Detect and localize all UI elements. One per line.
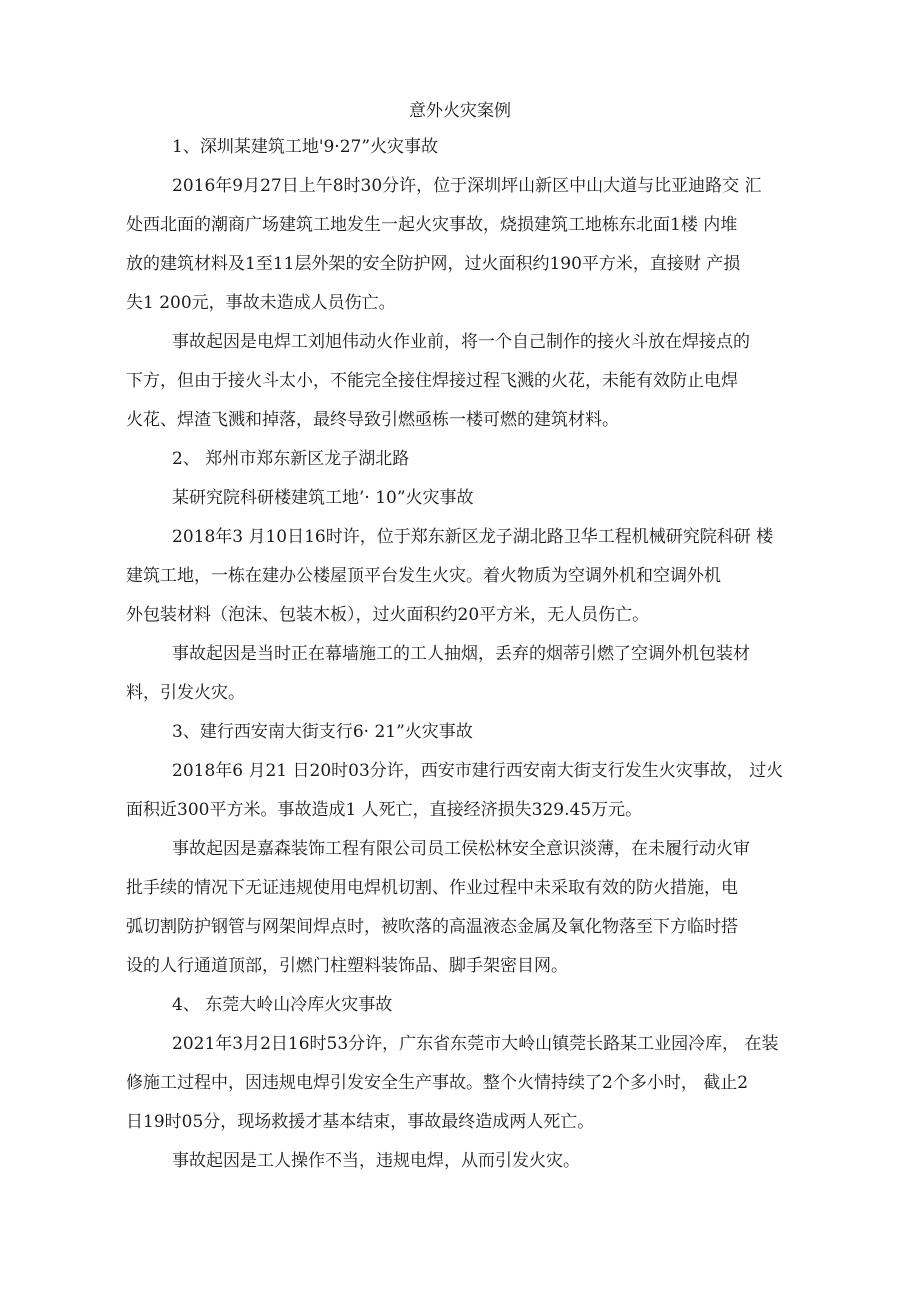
case-2-heading-line-1: 2、 郑州市郑东新区龙子湖北路 [172,449,410,469]
case-1-text-line-1: 2016年9月27日上午8时30分许，位于深圳坪山新区中山大道与比亚迪路交 汇 [172,176,762,196]
case-4-heading: 4、 东莞大岭山冷库火灾事故 [172,995,393,1015]
case-1-cause-line-3: 火花、焊渣飞溅和掉落，最终导致引燃亟栋一楼可燃的建筑材料。 [126,410,619,430]
case-4-text-line-1: 2021年3月2日16时53分许，广东省东莞市大岭山镇莞长路某工业园冷库， 在装 [172,1034,779,1054]
document-title: 意外火灾案例 [409,101,511,121]
case-1-text-line-3: 放的建筑材料及1至11层外架的安全防护网，过火面积约190平方米，直接财 产损 [126,254,741,274]
case-2-text-line-3: 外包装材料（泡沫、包装木板），过火面积约20平方米，无人员伤亡。 [126,605,650,625]
case-2-text-line-1: 2018年3 月10日16时许，位于郑东新区龙子湖北路卫华工程机械研究院科研 楼 [172,527,774,547]
case-3-cause-line-3: 弧切割防护钢管与网架间焊点时，被吹落的高温液态金属及氧化物落至下方临时搭 [126,917,738,937]
case-4-text-line-3: 日19时05分，现场救援才基本结束，事故最终造成两人死亡。 [126,1112,595,1132]
case-3-cause-line-1: 事故起因是嘉森装饰工程有限公司员工侯松林安全意识淡薄，在未履行动火审 [172,839,750,859]
case-2-text-line-2: 建筑工地，一栋在建办公楼屋顶平台发生火灾。着火物质为空调外机和空调外机 [126,566,721,586]
case-1-cause-line-2: 下方，但由于接火斗太小，不能完全接住焊接过程飞溅的火花，未能有效防止电焊 [126,371,738,391]
case-3-cause-line-2: 批手续的情况下无证违规使用电焊机切割、作业过程中未采取有效的防火措施，电 [126,878,738,898]
case-4-text-line-2: 修施工过程中，因违规电焊引发安全生产事故。整个火情持续了2个多小时， 截止2 [126,1073,749,1093]
case-1-cause-line-1: 事故起因是电焊工刘旭伟动火作业前，将一个自己制作的接火斗放在焊接点的 [172,332,750,352]
case-2-cause-line-1: 事故起因是当时正在幕墙施工的工人抽烟，丢弃的烟蒂引燃了空调外机包装材 [172,644,750,664]
case-3-text-line-1: 2018年6 月21 日20时03分许，西安市建行西安南大街支行发生火灾事故， 过火 [172,761,784,781]
case-3-heading: 3、建行西安南大街支行6· 21”火灾事故 [172,722,473,742]
case-2-heading-line-2: 某研究院科研楼建筑工地’· 10”火灾事故 [172,488,474,508]
case-1-heading: 1、深圳某建筑工地'9·27”火灾事故 [172,137,439,157]
case-2-cause-line-2: 料，引发火灾。 [126,683,245,703]
case-3-cause-line-4: 设的人行通道顶部，引燃门柱塑料装饰品、脚手架密目网。 [126,956,568,976]
case-4-cause-line-1: 事故起因是工人操作不当，违规电焊，从而引发火灾。 [172,1151,580,1171]
case-1-text-line-2: 处西北面的潮商广场建筑工地发生一起火灾事故，烧损建筑工地栋东北面1楼 内堆 [126,215,738,235]
case-3-text-line-2: 面积近300平方米。事故造成1 人死亡，直接经济损失329.45万元。 [126,800,643,820]
case-1-text-line-4: 失1 200元，事故未造成人员伤亡。 [126,293,396,313]
